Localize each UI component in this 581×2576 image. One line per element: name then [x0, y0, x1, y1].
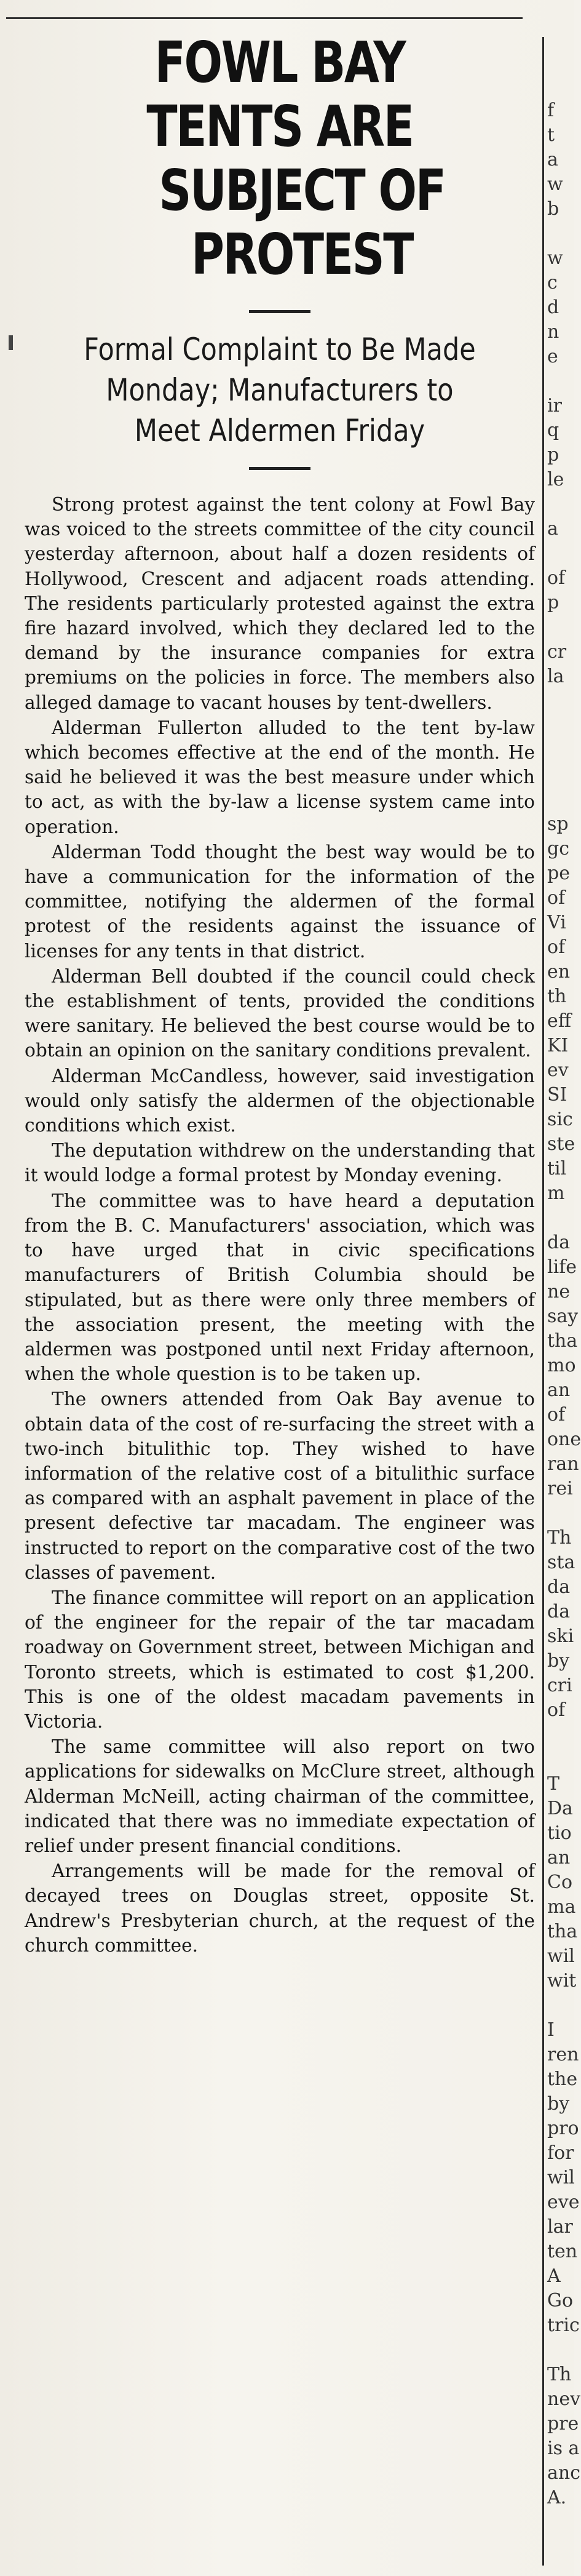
article-paragraph: Arrangements will be made for the removal of decayed trees on Douglas street, opposite St. Andrew's Presbyterian church, at the request of the church committee.	[25, 1860, 535, 1956]
adjacent-column-fragment: eve	[547, 2191, 580, 2213]
adjacent-column-fragment: f	[547, 100, 555, 121]
adjacent-column-fragment: Da	[547, 1798, 573, 1819]
adjacent-column-fragment: lar	[547, 2216, 573, 2238]
adjacent-column-fragment: Th	[547, 2364, 572, 2385]
adjacent-column-fragment: ski	[547, 1625, 574, 1647]
deck-line-3: Meet Aldermen Friday	[134, 413, 425, 449]
adjacent-column-fragment: an	[547, 1379, 571, 1401]
adjacent-column-fragment	[547, 541, 574, 566]
adjacent-column-fragment: tha	[547, 1921, 578, 1942]
adjacent-column-fragment: Th	[547, 1527, 572, 1549]
adjacent-column-fragment: th	[547, 986, 567, 1007]
adjacent-column-fragment: an	[547, 1847, 571, 1868]
adjacent-column-fragment: t	[547, 124, 555, 146]
adjacent-column-fragment: I	[547, 2019, 555, 2041]
adjacent-column-fragment: p	[547, 592, 559, 613]
article-paragraph: Alderman Fullerton alluded to the tent by-law which becomes effective at the end of the month. He said he believed it was the best measure under which to act, as with the by-law a license system came into operation.	[25, 717, 535, 837]
adjacent-column-fragment	[547, 1747, 574, 1772]
adjacent-column-fragment: of	[547, 1699, 566, 1721]
adjacent-column-fragment: le	[547, 469, 564, 490]
adjacent-column-fragment	[547, 492, 574, 517]
adjacent-column-fragment: da	[547, 1601, 571, 1622]
adjacent-column-fragment: eff	[547, 1010, 572, 1032]
adjacent-column-fragment: cr	[547, 641, 567, 663]
adjacent-column-fragment: sp	[547, 813, 569, 835]
article-paragraph: The committee was to have heard a deputation from the B. C. Manufacturers' association, which was to have urged that in civic specifications manufacturers of British Columbia should be stipulated, but as there were only three members of the association present, the meeting with the aldermen was postponed until next Friday afternoon, when the whole question is to be taken up.	[25, 1190, 535, 1385]
adjacent-column-fragment: by	[547, 1650, 570, 1672]
adjacent-column-fragment: ir	[547, 395, 562, 417]
adjacent-column-fragment: A.	[547, 2487, 567, 2508]
adjacent-column-fragment: n	[547, 321, 559, 343]
adjacent-column-fragment: pe	[547, 863, 570, 884]
adjacent-column-fragment: nev	[547, 2388, 581, 2410]
article-paragraph: Alderman Bell doubted if the council could check the establishment of tents, provided the conditions were sanitary. He believed the best course would be to obtain an opinion on the sanitary conditions prevalent.	[25, 965, 535, 1061]
adjacent-column-fragment: ne	[547, 1281, 571, 1302]
adjacent-column-fragment: ev	[547, 1059, 569, 1081]
article-paragraph: The deputation withdrew on the understanding that it would lodge a formal protest by Monday evening.	[25, 1140, 535, 1186]
adjacent-column-fragment	[547, 1723, 574, 1747]
adjacent-column-fragment: A	[547, 2265, 561, 2287]
headline-line-1: FOWL BAY TENTS ARE	[146, 30, 413, 159]
article-paragraph: The owners attended from Oak Bay avenue to obtain data of the cost of re-surfacing the street with a two-inch bitulithic top. They wished to have information of the relative cost of a bitulithic surface as compared with an asphalt pavement in place of the present defective tar macadam. The engineer was instructed to report on the comparative cost of the two classes of pavement.	[25, 1389, 535, 1583]
adjacent-column-fragment: m	[547, 1182, 565, 1204]
adjacent-column-fragment: ma	[547, 1896, 576, 1918]
adjacent-column-fragment: sic	[547, 1109, 573, 1130]
adjacent-column-fragment: en	[547, 961, 571, 983]
adjacent-column-fragment	[547, 714, 574, 738]
adjacent-column-fragment: ste	[547, 1133, 575, 1155]
adjacent-column-fragment	[547, 738, 574, 763]
adjacent-column-fragment: life	[547, 1256, 577, 1278]
adjacent-column-fragment: wil	[547, 2167, 575, 2188]
deck-divider	[249, 467, 310, 470]
adjacent-column-fragment: ten	[547, 2241, 578, 2262]
adjacent-column-fragment: tio	[547, 1822, 572, 1844]
column-divider-rule	[542, 37, 544, 2566]
news-article	[25, 31, 535, 1958]
adjacent-column-fragment: the	[547, 2068, 578, 2090]
adjacent-column-fragment: til	[547, 1158, 567, 1179]
adjacent-column-fragment: q	[547, 420, 559, 441]
deck-line-2: Monday; Manufacturers to	[106, 372, 454, 408]
adjacent-column-fragment: is a	[547, 2438, 580, 2459]
adjacent-column-fragment: one	[547, 1429, 581, 1450]
adjacent-column-fragment: by	[547, 2093, 570, 2115]
adjacent-column-fragment: w	[547, 173, 563, 195]
article-paragraph: The same committee will also report on two applications for sidewalks on McClure street, although Alderman McNeill, acting chairman of the committee, indicated that there was no immediate expectation of relief under present financial conditions.	[25, 1736, 535, 1856]
adjacent-column-fragment: b	[547, 198, 559, 220]
adjacent-column-fragment: tric	[547, 2315, 580, 2336]
article-paragraph: Alderman Todd thought the best way would be to have a communication for the information of the committee, notifying the aldermen of the formal protest of the residents against the issuance of licenses for any tents in that district.	[25, 841, 535, 962]
adjacent-column-fragment: SI	[547, 1084, 567, 1106]
article-paragraph: The finance committee will report on an application of the engineer for the repair of the tar macadam roadway on Government street, between Michigan and Toronto streets, which is estimated to cost $1,200. This is one of the oldest macadam pavements in Victoria.	[25, 1587, 535, 1732]
adjacent-column-fragment: p	[547, 444, 559, 466]
article-paragraph: Alderman McCandless, however, said investigation would only satisfy the aldermen of the objectionable conditions which exist.	[25, 1065, 535, 1136]
adjacent-column-fragment: for	[547, 2142, 574, 2164]
adjacent-column-fragment: say	[547, 1306, 579, 1327]
adjacent-column-fragment	[547, 369, 574, 394]
adjacent-column-fragment: ran	[547, 1453, 579, 1475]
adjacent-column-fragment: tha	[547, 1330, 578, 1352]
adjacent-column-fragment	[547, 615, 574, 640]
subheadline-deck	[60, 329, 499, 451]
adjacent-column-fragment: wil	[547, 1945, 575, 1967]
adjacent-column-fragment: cri	[547, 1675, 572, 1696]
adjacent-column-fragment: la	[547, 666, 564, 687]
top-column-rule	[6, 17, 523, 19]
adjacent-column-fragment: wit	[547, 1970, 577, 1992]
adjacent-column-fragment	[547, 689, 574, 714]
adjacent-column-fragment: T	[547, 1773, 560, 1795]
adjacent-column-fragment: of	[547, 567, 566, 589]
adjacent-column-fragment: da	[547, 1232, 571, 1253]
adjacent-column-fragment: ren	[547, 2044, 579, 2065]
adjacent-column-fragment: Go	[547, 2290, 574, 2311]
adjacent-column-fragment: rei	[547, 1478, 573, 1499]
article-body	[25, 492, 535, 1958]
deck-line-1: Formal Complaint to Be Made	[84, 332, 476, 367]
adjacent-column-fragment: d	[547, 297, 559, 318]
adjacent-column-fragment: Vi	[547, 912, 566, 933]
adjacent-column-fragment: anc	[547, 2462, 581, 2484]
adjacent-column-fragment	[547, 1501, 574, 1526]
adjacent-column-fragment: c	[547, 272, 558, 293]
adjacent-column-fragment: of	[547, 887, 566, 909]
margin-mark	[9, 335, 13, 350]
headline-line-2: SUBJECT OF PROTEST	[159, 158, 445, 287]
adjacent-column-fragment: pre	[547, 2413, 579, 2434]
article-paragraph: Strong protest against the tent colony at Fowl Bay was voiced to the streets committee of the city council yesterday afternoon, about half a dozen residents of Hollywood, Crescent and adjacent roads attending. The residents particularly protested against the extra fire hazard involved, which they declared led to the demand by the insurance companies for extra premiums on the policies in force. The members also alleged damage to vacant houses by tent-dwellers.	[25, 494, 535, 713]
adjacent-column-fragment: a	[547, 149, 558, 170]
adjacent-column-fragment: mo	[547, 1355, 576, 1376]
adjacent-column-fragment: Co	[547, 1872, 573, 1893]
adjacent-column-fragment	[547, 788, 574, 812]
adjacent-column-fragment: e	[547, 346, 558, 367]
adjacent-column-fragment: gc	[547, 838, 570, 859]
adjacent-column-fragment: of	[547, 936, 566, 958]
adjacent-column-fragment	[547, 1993, 574, 2018]
adjacent-column-fragments	[547, 98, 581, 2510]
adjacent-column-fragment	[547, 1206, 574, 1230]
headline-divider	[249, 310, 310, 313]
adjacent-column-fragment	[547, 221, 574, 246]
adjacent-column-fragment	[547, 763, 574, 788]
adjacent-column-fragment: da	[547, 1576, 571, 1598]
adjacent-column-fragment: pro	[547, 2118, 579, 2139]
adjacent-column-fragment: of	[547, 1404, 566, 1426]
adjacent-column-fragment: a	[547, 518, 558, 540]
adjacent-column-fragment: KI	[547, 1035, 569, 1056]
adjacent-column-fragment	[547, 2338, 574, 2363]
adjacent-column-fragment: sta	[547, 1552, 575, 1573]
headline	[76, 31, 484, 287]
adjacent-column-fragment: w	[547, 247, 563, 269]
